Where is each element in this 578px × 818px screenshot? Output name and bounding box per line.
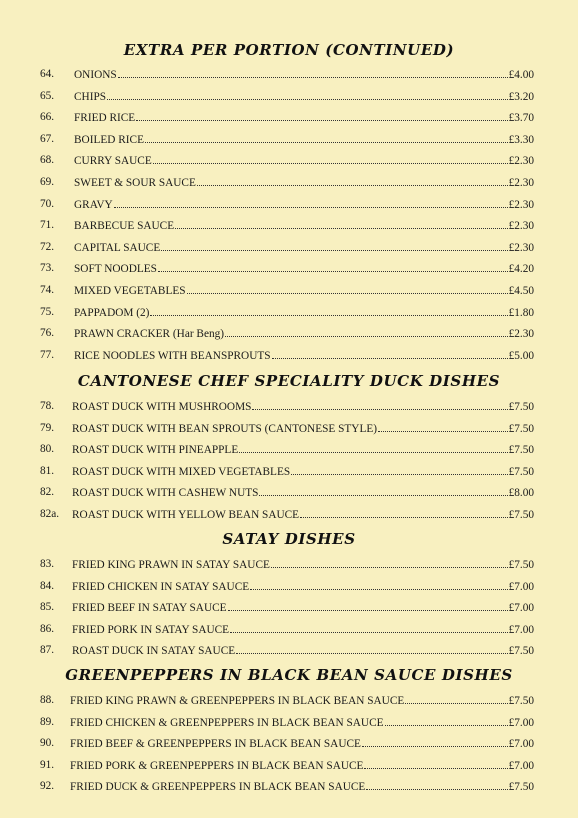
menu-item	[0, 239, 578, 255]
item-number: 80.	[40, 443, 55, 456]
dot-leader	[118, 66, 508, 78]
item-price: £7.00	[508, 602, 534, 615]
menu-item	[0, 578, 578, 594]
item-price: £2.30	[508, 155, 534, 168]
menu-item	[0, 174, 578, 190]
item-number: 65.	[40, 89, 55, 102]
item-number: 67.	[40, 132, 55, 145]
item-name: FRIED RICE	[74, 112, 136, 125]
item-number: 83.	[40, 558, 55, 570]
item-name: FRIED PORK & GREENPEPPERS IN BLACK BEAN SAUCE	[70, 759, 364, 772]
item-line	[74, 304, 534, 321]
item-name: ROAST DUCK WITH MIXED VEGETABLES	[72, 465, 291, 478]
dot-leader	[228, 599, 508, 611]
item-price: £7.50	[508, 444, 534, 457]
item-price: £7.50	[508, 781, 534, 794]
menu-item	[0, 304, 578, 320]
item-line	[72, 642, 534, 659]
item-name: FRIED BEEF IN SATAY SAUCE	[72, 602, 227, 615]
item-price: £7.00	[508, 623, 534, 636]
item-name: ONIONS	[74, 69, 117, 81]
menu-item	[0, 642, 578, 658]
menu-item	[0, 484, 578, 500]
menu-item	[0, 714, 578, 730]
item-price: £2.30	[508, 328, 534, 341]
menu-item	[0, 420, 578, 436]
item-line	[70, 757, 534, 774]
section-title-satay-dishes: SATAY DISHES	[222, 530, 356, 548]
item-name: CHIPS	[74, 90, 107, 103]
dot-leader	[291, 463, 507, 475]
menu-item	[0, 347, 578, 363]
item-price: £2.30	[508, 220, 534, 233]
item-name: SWEET & SOUR SAUCE	[74, 177, 196, 189]
section-title-extra-per-portion: EXTRA PER PORTION (CONTINUED)	[123, 41, 455, 59]
item-line	[70, 692, 534, 709]
item-number: 76.	[40, 327, 55, 340]
item-number: 74.	[40, 284, 55, 296]
item-number: 71.	[40, 219, 55, 232]
dot-leader	[250, 578, 507, 590]
dot-leader	[364, 757, 507, 769]
item-line	[72, 506, 534, 523]
item-line	[74, 66, 534, 83]
dot-leader	[107, 88, 508, 100]
item-line	[70, 778, 534, 795]
dot-leader	[362, 735, 508, 747]
item-line	[74, 325, 534, 342]
menu-item	[0, 217, 578, 233]
item-number: 87.	[40, 644, 55, 657]
item-name: ROAST DUCK WITH PINEAPPLE	[72, 444, 239, 457]
item-name: FRIED CHICKEN IN SATAY SAUCE	[72, 580, 250, 593]
menu-item	[0, 556, 578, 572]
item-name: ROAST DUCK WITH BEAN SPROUTS (CANTONESE STYLE)	[72, 422, 378, 435]
item-number: 84.	[40, 579, 55, 592]
item-price: £7.50	[508, 422, 534, 435]
item-line	[72, 398, 534, 415]
dot-leader	[225, 325, 508, 337]
menu-item	[0, 463, 578, 479]
item-line	[74, 282, 534, 299]
item-number: 68.	[40, 154, 55, 167]
item-line	[74, 174, 534, 191]
menu-item	[0, 441, 578, 457]
menu-item	[0, 152, 578, 168]
item-line	[70, 735, 534, 752]
item-line	[70, 714, 534, 731]
item-name: ROAST DUCK WITH MUSHROOMS	[72, 401, 252, 413]
item-price: £2.30	[508, 177, 534, 189]
menu-item	[0, 778, 578, 794]
dot-leader	[300, 506, 507, 518]
dot-leader	[272, 347, 508, 359]
item-name: CURRY SAUCE	[74, 155, 152, 168]
item-line	[74, 260, 534, 277]
item-number: 72.	[40, 240, 55, 253]
menu-item	[0, 621, 578, 637]
item-line	[74, 217, 534, 234]
item-price: £7.50	[508, 401, 534, 413]
dot-leader	[366, 778, 507, 790]
item-line	[72, 621, 534, 638]
item-price: £4.00	[508, 69, 534, 81]
item-price: £7.50	[508, 509, 534, 521]
section-title-black-bean-dishes: GREENPEPPERS IN BLACK BEAN SAUCE DISHES	[65, 666, 513, 684]
dot-leader	[378, 420, 508, 432]
item-number: 75.	[40, 305, 55, 318]
item-number: 92.	[40, 780, 55, 793]
item-number: 69.	[40, 176, 55, 188]
item-number: 78.	[40, 400, 55, 412]
item-number: 70.	[40, 197, 55, 210]
item-name: PAPPADOM (2)	[74, 306, 150, 319]
item-number: 86.	[40, 622, 55, 635]
item-price: £5.00	[508, 349, 534, 362]
item-number: 64.	[40, 68, 55, 80]
item-price: £3.20	[508, 90, 534, 103]
item-price: £8.00	[508, 487, 534, 500]
item-line	[72, 556, 534, 573]
dot-leader	[197, 174, 508, 186]
dot-leader	[230, 621, 508, 633]
item-price: £7.00	[508, 716, 534, 729]
item-line	[74, 196, 534, 213]
item-line	[74, 239, 534, 256]
menu-item	[0, 325, 578, 341]
item-price: £7.50	[508, 695, 534, 707]
item-price: £3.30	[508, 133, 534, 146]
item-number: 82.	[40, 486, 55, 499]
section-title-duck-dishes: CANTONESE CHEF SPECIALITY DUCK DISHES	[77, 372, 501, 390]
item-price: £7.50	[508, 465, 534, 478]
dot-leader	[175, 217, 507, 229]
dot-leader	[150, 304, 507, 316]
item-line	[72, 599, 534, 616]
item-line	[74, 88, 534, 105]
dot-leader	[405, 692, 507, 704]
item-name: BARBECUE SAUCE	[74, 220, 175, 233]
dot-leader	[161, 239, 507, 251]
item-price: £2.30	[508, 198, 534, 211]
dot-leader	[145, 131, 508, 143]
item-name: ROAST DUCK WITH CASHEW NUTS	[72, 487, 259, 500]
item-price: £3.70	[508, 112, 534, 125]
menu-item	[0, 692, 578, 708]
item-line	[72, 484, 534, 501]
item-name: MIXED VEGETABLES	[74, 285, 186, 297]
item-name: FRIED DUCK & GREENPEPPERS IN BLACK BEAN SAUCE	[70, 781, 366, 794]
item-number: 89.	[40, 715, 55, 728]
menu-item	[0, 757, 578, 773]
item-line	[74, 347, 534, 364]
item-number: 82a.	[40, 508, 60, 520]
item-number: 73.	[40, 262, 55, 275]
item-number: 66.	[40, 111, 55, 124]
item-name: BOILED RICE	[74, 133, 144, 146]
dot-leader	[114, 196, 508, 208]
item-price: £2.30	[508, 241, 534, 254]
item-name: FRIED BEEF & GREENPEPPERS IN BLACK BEAN SAUCE	[70, 738, 361, 751]
dot-leader	[239, 441, 507, 453]
item-line	[72, 463, 534, 480]
item-name: FRIED KING PRAWN & GREENPEPPERS IN BLACK BEAN SAUCE	[70, 695, 405, 707]
item-name: FRIED KING PRAWN IN SATAY SAUCE	[72, 559, 270, 571]
item-price: £7.50	[508, 645, 534, 658]
item-name: RICE NOODLES WITH BEANSPROUTS	[74, 349, 271, 362]
item-name: PRAWN CRACKER (Har Beng)	[74, 328, 225, 341]
dot-leader	[259, 484, 507, 496]
item-line	[74, 152, 534, 169]
item-price: £7.00	[508, 738, 534, 751]
item-line	[72, 441, 534, 458]
item-price: £7.00	[508, 580, 534, 593]
item-line	[72, 578, 534, 595]
dot-leader	[153, 152, 508, 164]
item-price: £7.50	[508, 559, 534, 571]
menu-item	[0, 131, 578, 147]
menu-item	[0, 88, 578, 104]
dot-leader	[136, 109, 507, 121]
item-number: 88.	[40, 694, 55, 706]
dot-leader	[158, 260, 508, 272]
item-name: SOFT NOODLES	[74, 263, 157, 276]
item-name: ROAST DUCK WITH YELLOW BEAN SAUCE	[72, 509, 300, 521]
item-name: GRAVY	[74, 198, 113, 211]
item-line	[72, 420, 534, 437]
item-number: 90.	[40, 737, 55, 750]
dot-leader	[252, 398, 507, 410]
menu-item	[0, 398, 578, 414]
item-line	[74, 131, 534, 148]
item-number: 79.	[40, 421, 55, 434]
item-price: £1.80	[508, 306, 534, 319]
item-line	[74, 109, 534, 126]
item-name: FRIED CHICKEN & GREENPEPPERS IN BLACK BEAN SAUCE	[70, 716, 384, 729]
menu-item	[0, 109, 578, 125]
item-price: £7.00	[508, 759, 534, 772]
dot-leader	[236, 642, 507, 654]
menu-item	[0, 260, 578, 276]
dot-leader	[271, 556, 508, 568]
item-price: £4.50	[508, 285, 534, 297]
menu-item	[0, 506, 578, 522]
item-price: £4.20	[508, 263, 534, 276]
dot-leader	[187, 282, 508, 294]
menu-item	[0, 735, 578, 751]
menu-item	[0, 66, 578, 82]
menu-item	[0, 599, 578, 615]
menu-item	[0, 282, 578, 298]
item-number: 85.	[40, 601, 55, 614]
dot-leader	[385, 714, 508, 726]
item-number: 81.	[40, 464, 55, 477]
item-number: 77.	[40, 348, 55, 361]
item-name: ROAST DUCK IN SATAY SAUCE	[72, 645, 236, 658]
item-name: FRIED PORK IN SATAY SAUCE	[72, 623, 230, 636]
menu-item	[0, 196, 578, 212]
item-number: 91.	[40, 758, 55, 771]
item-name: CAPITAL SAUCE	[74, 241, 161, 254]
